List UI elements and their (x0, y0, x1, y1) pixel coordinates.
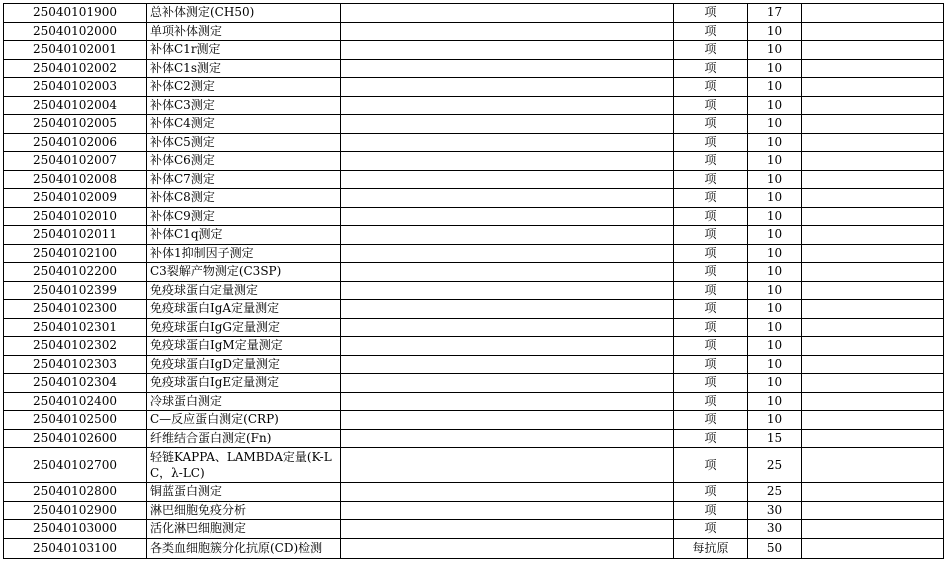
item-content-cell (341, 337, 674, 356)
table-row (4, 281, 944, 300)
item-price-cell: 10 (748, 374, 802, 393)
item-unit-cell: 项 (674, 392, 748, 411)
item-name-cell: 免疫球蛋白IgD定量测定 (147, 355, 341, 374)
item-price-cell: 10 (748, 96, 802, 115)
item-code-cell: 25040103100 (4, 538, 147, 559)
item-code-cell: 25040102600 (4, 429, 147, 448)
item-unit-cell: 项 (674, 96, 748, 115)
item-code-cell: 25040102000 (4, 22, 147, 41)
item-notes-cell (802, 300, 944, 319)
item-notes-cell (802, 189, 944, 208)
item-code-cell: 25040102005 (4, 115, 147, 134)
item-unit-cell: 项 (674, 170, 748, 189)
item-name-cell: 纤维结合蛋白测定(Fn) (147, 429, 341, 448)
item-price-cell: 10 (748, 152, 802, 171)
item-content-cell (341, 41, 674, 60)
item-price-cell: 25 (748, 448, 802, 483)
table-row (4, 152, 944, 171)
item-code-cell: 25040103000 (4, 520, 147, 539)
item-notes-cell (802, 170, 944, 189)
item-price-cell: 10 (748, 170, 802, 189)
item-content-cell (341, 22, 674, 41)
item-notes-cell (802, 152, 944, 171)
item-unit-cell: 项 (674, 318, 748, 337)
item-notes-cell (802, 281, 944, 300)
table-row (4, 318, 944, 337)
item-code-cell: 25040102006 (4, 133, 147, 152)
item-price-cell: 10 (748, 392, 802, 411)
item-content-cell (341, 96, 674, 115)
item-unit-cell: 项 (674, 22, 748, 41)
item-notes-cell (802, 4, 944, 23)
item-code-cell: 25040102399 (4, 281, 147, 300)
item-content-cell (341, 300, 674, 319)
item-notes-cell (802, 355, 944, 374)
item-name-cell: 补体C9测定 (147, 207, 341, 226)
item-price-cell: 10 (748, 78, 802, 97)
item-notes-cell (802, 318, 944, 337)
item-content-cell (341, 226, 674, 245)
item-price-cell: 10 (748, 281, 802, 300)
item-price-cell: 10 (748, 226, 802, 245)
item-name-cell: 补体C2测定 (147, 78, 341, 97)
item-notes-cell (802, 207, 944, 226)
item-name-cell: 铜蓝蛋白测定 (147, 483, 341, 502)
item-name-cell: 各类血细胞簇分化抗原(CD)检测 (147, 538, 341, 559)
item-code-cell: 25040102400 (4, 392, 147, 411)
item-content-cell (341, 281, 674, 300)
item-code-cell: 25040102303 (4, 355, 147, 374)
item-content-cell (341, 189, 674, 208)
item-content-cell (341, 538, 674, 559)
item-code-cell: 25040102200 (4, 263, 147, 282)
item-unit-cell: 项 (674, 115, 748, 134)
item-code-cell: 25040102301 (4, 318, 147, 337)
item-name-cell: C3裂解产物测定(C3SP) (147, 263, 341, 282)
item-price-cell: 25 (748, 483, 802, 502)
table-row (4, 41, 944, 60)
item-notes-cell (802, 448, 944, 483)
item-notes-cell (802, 392, 944, 411)
item-content-cell (341, 59, 674, 78)
item-content-cell (341, 392, 674, 411)
table-row (4, 483, 944, 502)
item-price-cell: 10 (748, 318, 802, 337)
item-unit-cell: 项 (674, 133, 748, 152)
item-unit-cell: 项 (674, 429, 748, 448)
item-unit-cell: 项 (674, 4, 748, 23)
item-content-cell (341, 152, 674, 171)
item-content-cell (341, 170, 674, 189)
item-content-cell (341, 429, 674, 448)
item-unit-cell: 项 (674, 59, 748, 78)
item-name-cell: 免疫球蛋白IgM定量测定 (147, 337, 341, 356)
item-name-cell: 活化淋巴细胞测定 (147, 520, 341, 539)
table-row (4, 170, 944, 189)
item-name-cell: 免疫球蛋白IgA定量测定 (147, 300, 341, 319)
item-unit-cell: 项 (674, 448, 748, 483)
item-notes-cell (802, 263, 944, 282)
item-name-cell: 补体C4测定 (147, 115, 341, 134)
item-code-cell: 25040102008 (4, 170, 147, 189)
table-row (4, 501, 944, 520)
item-unit-cell: 项 (674, 520, 748, 539)
item-notes-cell (802, 374, 944, 393)
item-price-cell: 30 (748, 501, 802, 520)
item-price-cell: 10 (748, 207, 802, 226)
table-row (4, 429, 944, 448)
item-notes-cell (802, 244, 944, 263)
item-name-cell: 补体C1s测定 (147, 59, 341, 78)
item-code-cell: 25040102100 (4, 244, 147, 263)
table-row (4, 538, 944, 559)
item-code-cell: 25040102011 (4, 226, 147, 245)
item-code-cell: 25040102900 (4, 501, 147, 520)
item-code-cell: 25040102004 (4, 96, 147, 115)
item-name-cell: 轻链KAPPA、LAMBDA定量(K-LC，λ-LC) (147, 448, 341, 483)
item-code-cell: 25040102800 (4, 483, 147, 502)
table-row (4, 115, 944, 134)
item-price-cell: 10 (748, 337, 802, 356)
item-content-cell (341, 520, 674, 539)
item-name-cell: 补体C7测定 (147, 170, 341, 189)
table-row (4, 244, 944, 263)
item-price-cell: 50 (748, 538, 802, 559)
item-notes-cell (802, 226, 944, 245)
item-notes-cell (802, 96, 944, 115)
item-code-cell: 25040102300 (4, 300, 147, 319)
item-price-cell: 17 (748, 4, 802, 23)
item-name-cell: 补体C8测定 (147, 189, 341, 208)
item-notes-cell (802, 501, 944, 520)
item-unit-cell: 项 (674, 226, 748, 245)
fee-schedule-table (3, 3, 944, 559)
item-content-cell (341, 133, 674, 152)
item-content-cell (341, 374, 674, 393)
item-name-cell: 补体C1r测定 (147, 41, 341, 60)
table-row (4, 374, 944, 393)
item-price-cell: 30 (748, 520, 802, 539)
item-unit-cell: 项 (674, 78, 748, 97)
item-notes-cell (802, 115, 944, 134)
item-notes-cell (802, 483, 944, 502)
table-row (4, 355, 944, 374)
item-notes-cell (802, 41, 944, 60)
item-unit-cell: 项 (674, 152, 748, 171)
table-row (4, 22, 944, 41)
item-code-cell: 25040101900 (4, 4, 147, 23)
item-notes-cell (802, 78, 944, 97)
item-price-cell: 10 (748, 244, 802, 263)
item-unit-cell: 项 (674, 244, 748, 263)
item-code-cell: 25040102001 (4, 41, 147, 60)
item-price-cell: 10 (748, 59, 802, 78)
item-content-cell (341, 411, 674, 430)
item-code-cell: 25040102010 (4, 207, 147, 226)
item-price-cell: 10 (748, 41, 802, 60)
table-row (4, 392, 944, 411)
item-notes-cell (802, 59, 944, 78)
item-content-cell (341, 263, 674, 282)
item-content-cell (341, 78, 674, 97)
fee-table-body (4, 4, 944, 559)
item-name-cell: 冷球蛋白测定 (147, 392, 341, 411)
item-name-cell: 单项补体测定 (147, 22, 341, 41)
item-unit-cell: 项 (674, 41, 748, 60)
item-content-cell (341, 244, 674, 263)
item-notes-cell (802, 337, 944, 356)
item-unit-cell: 项 (674, 501, 748, 520)
table-row (4, 226, 944, 245)
table-row (4, 133, 944, 152)
table-row (4, 448, 944, 483)
table-row (4, 411, 944, 430)
item-notes-cell (802, 538, 944, 559)
table-row (4, 4, 944, 23)
item-unit-cell: 项 (674, 281, 748, 300)
item-price-cell: 10 (748, 411, 802, 430)
item-name-cell: C—反应蛋白测定(CRP) (147, 411, 341, 430)
item-price-cell: 10 (748, 300, 802, 319)
item-content-cell (341, 115, 674, 134)
item-unit-cell: 每抗原 (674, 538, 748, 559)
item-unit-cell: 项 (674, 483, 748, 502)
item-name-cell: 补体C5测定 (147, 133, 341, 152)
item-name-cell: 补体C6测定 (147, 152, 341, 171)
item-code-cell: 25040102700 (4, 448, 147, 483)
item-notes-cell (802, 520, 944, 539)
item-notes-cell (802, 429, 944, 448)
item-code-cell: 25040102500 (4, 411, 147, 430)
item-price-cell: 10 (748, 22, 802, 41)
item-unit-cell: 项 (674, 263, 748, 282)
item-content-cell (341, 355, 674, 374)
item-code-cell: 25040102007 (4, 152, 147, 171)
item-notes-cell (802, 411, 944, 430)
item-unit-cell: 项 (674, 374, 748, 393)
item-unit-cell: 项 (674, 337, 748, 356)
item-content-cell (341, 207, 674, 226)
table-row (4, 96, 944, 115)
item-unit-cell: 项 (674, 189, 748, 208)
item-content-cell (341, 4, 674, 23)
item-name-cell: 免疫球蛋白定量测定 (147, 281, 341, 300)
item-name-cell: 补体1抑制因子测定 (147, 244, 341, 263)
item-code-cell: 25040102304 (4, 374, 147, 393)
item-unit-cell: 项 (674, 300, 748, 319)
item-name-cell: 补体C1q测定 (147, 226, 341, 245)
item-price-cell: 15 (748, 429, 802, 448)
table-row (4, 78, 944, 97)
table-row (4, 337, 944, 356)
item-unit-cell: 项 (674, 411, 748, 430)
item-code-cell: 25040102302 (4, 337, 147, 356)
item-content-cell (341, 501, 674, 520)
item-content-cell (341, 483, 674, 502)
item-content-cell (341, 448, 674, 483)
item-name-cell: 免疫球蛋白IgE定量测定 (147, 374, 341, 393)
item-name-cell: 淋巴细胞免疫分析 (147, 501, 341, 520)
table-row (4, 207, 944, 226)
item-name-cell: 总补体测定(CH50) (147, 4, 341, 23)
item-notes-cell (802, 133, 944, 152)
table-row (4, 263, 944, 282)
item-name-cell: 补体C3测定 (147, 96, 341, 115)
table-row (4, 520, 944, 539)
item-code-cell: 25040102009 (4, 189, 147, 208)
item-price-cell: 10 (748, 133, 802, 152)
table-row (4, 300, 944, 319)
table-row (4, 59, 944, 78)
item-unit-cell: 项 (674, 355, 748, 374)
item-code-cell: 25040102002 (4, 59, 147, 78)
item-content-cell (341, 318, 674, 337)
item-unit-cell: 项 (674, 207, 748, 226)
item-price-cell: 10 (748, 189, 802, 208)
item-notes-cell (802, 22, 944, 41)
item-code-cell: 25040102003 (4, 78, 147, 97)
item-price-cell: 10 (748, 115, 802, 134)
item-price-cell: 10 (748, 355, 802, 374)
item-name-cell: 免疫球蛋白IgG定量测定 (147, 318, 341, 337)
table-row (4, 189, 944, 208)
item-price-cell: 10 (748, 263, 802, 282)
